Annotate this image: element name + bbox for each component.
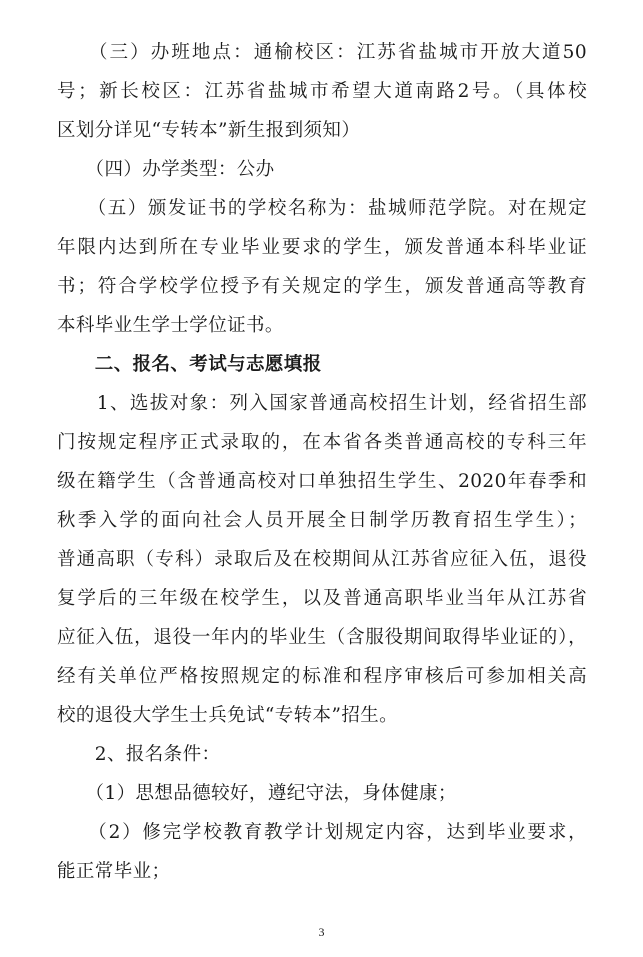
text-line: 经有关单位严格按照规定的标准和程序审核后可参加相关高 (57, 666, 587, 687)
text-line: 1、选拔对象：列入国家普通高校招生计划，经省招生部 (57, 393, 587, 414)
text-line: 本科毕业生学士学位证书。 (57, 315, 284, 336)
text-line: 2、报名条件： (57, 744, 221, 765)
text-line: （四）办学类型：公办 (57, 159, 275, 180)
section-heading: 二、报名、考试与志愿填报 (57, 354, 322, 375)
text-line: （1）思想品德较好，遵纪守法，身体健康； (57, 783, 457, 804)
text-line: 秋季入学的面向社会人员开展全日制学历教育招生学生）； (57, 510, 587, 531)
text-line: 普通高职（专科）录取后及在校期间从江苏省应征入伍，退役 (57, 549, 587, 570)
text-line: 校的退役大学生士兵免试“专转本”招生。 (57, 705, 399, 726)
text-line: 区划分详见“专转本”新生报到须知） (57, 120, 361, 141)
text-line: 应征入伍，退役一年内的毕业生（含服役期间取得毕业证的）， (57, 627, 587, 648)
text-line: 能正常毕业； (57, 861, 171, 882)
page-number: 3 (318, 925, 325, 939)
text-line: 复学后的三年级在校学生，以及普通高职毕业当年从江苏省 (57, 588, 587, 609)
text-line: 门按规定程序正式录取的，在本省各类普通高校的专科三年 (57, 432, 587, 453)
text-line: （三）办班地点：通榆校区：江苏省盐城市开放大道50 (57, 42, 587, 63)
text-line: 号；新长校区：江苏省盐城市希望大道南路2号。（具体校 (57, 81, 587, 102)
text-line: （2）修完学校教育教学计划规定内容，达到毕业要求， (57, 822, 587, 843)
text-line: （五）颁发证书的学校名称为：盐城师范学院。对在规定 (57, 198, 587, 219)
text-line: 书；符合学校学位授予有关规定的学生，颁发普通高等教育 (57, 276, 587, 297)
text-line: 级在籍学生（含普通高校对口单独招生学生、2020年春季和 (57, 471, 587, 492)
text-line: 年限内达到所在专业毕业要求的学生，颁发普通本科毕业证 (57, 237, 587, 258)
